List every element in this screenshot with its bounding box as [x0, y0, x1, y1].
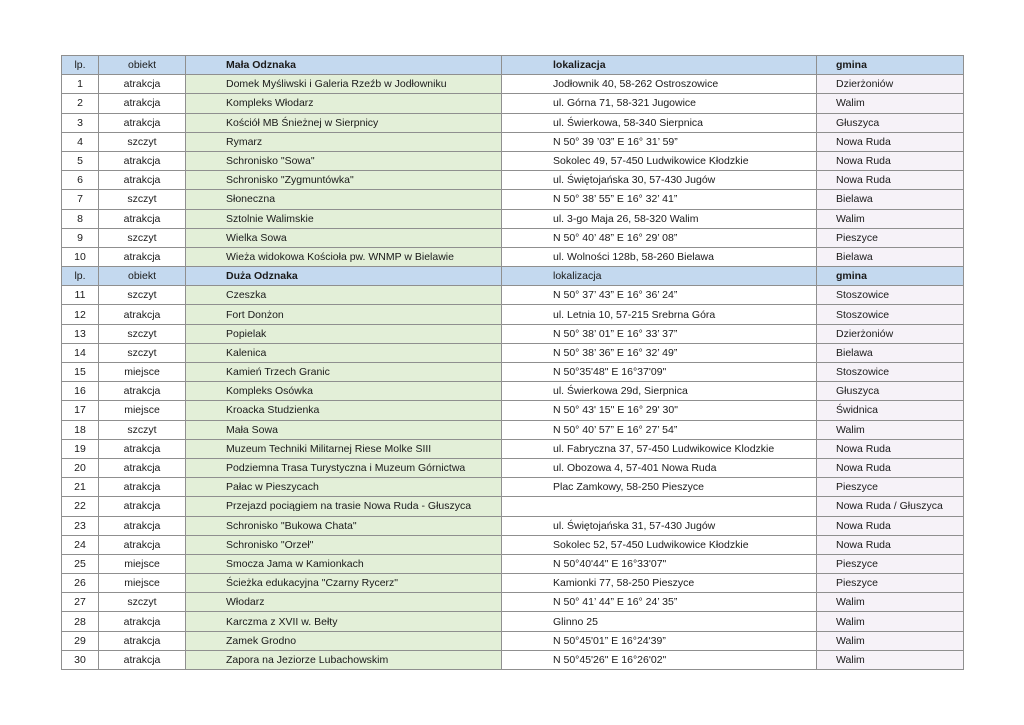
table-row — [62, 75, 964, 94]
table-row — [62, 439, 964, 458]
cell-obiekt: atrakcja — [99, 612, 186, 631]
cell-gmina: Bielawa — [817, 247, 964, 266]
cell-lp: 25 — [62, 554, 99, 573]
cell-obiekt: atrakcja — [99, 94, 186, 113]
table-row — [62, 247, 964, 266]
cell-lokalizacja: ul. Letnia 10, 57-215 Srebrna Góra — [502, 305, 817, 324]
table-row — [62, 478, 964, 497]
cell-gmina: Głuszyca — [817, 382, 964, 401]
cell-obiekt: atrakcja — [99, 516, 186, 535]
cell-lp: 5 — [62, 151, 99, 170]
cell-obiekt: atrakcja — [99, 535, 186, 554]
table-row — [62, 343, 964, 362]
cell-lp: 28 — [62, 612, 99, 631]
cell-lp: 22 — [62, 497, 99, 516]
cell-obiekt: atrakcja — [99, 151, 186, 170]
cell-lokalizacja: Jodłownik 40, 58-262 Ostroszowice — [502, 75, 817, 94]
cell-gmina: Walim — [817, 612, 964, 631]
cell-gmina: Walim — [817, 94, 964, 113]
cell-gmina: Bielawa — [817, 190, 964, 209]
cell-lp: 12 — [62, 305, 99, 324]
cell-lp: 2 — [62, 94, 99, 113]
cell-obiekt: atrakcja — [99, 439, 186, 458]
cell-gmina: Pieszyce — [817, 478, 964, 497]
table-row — [62, 324, 964, 343]
cell-name: Podziemna Trasa Turystyczna i Muzeum Górnictwa — [186, 458, 502, 477]
cell-lokalizacja: Sokolec 52, 57-450 Ludwikowice Kłodzkie — [502, 535, 817, 554]
cell-name: Domek Myśliwski i Galeria Rzeźb w Jodłowniku — [186, 75, 502, 94]
cell-gmina: Dzierżoniów — [817, 75, 964, 94]
cell-lp: 18 — [62, 420, 99, 439]
header-row-large-badge — [62, 267, 964, 286]
cell-lp: 23 — [62, 516, 99, 535]
cell-lp: 29 — [62, 631, 99, 650]
table-row — [62, 363, 964, 382]
header-obiekt: obiekt — [99, 56, 186, 75]
table-row — [62, 420, 964, 439]
cell-obiekt: atrakcja — [99, 478, 186, 497]
cell-name: Ścieżka edukacyjna "Czarny Rycerz" — [186, 574, 502, 593]
cell-lokalizacja: ul. Świerkowa, 58-340 Sierpnica — [502, 113, 817, 132]
cell-name: Kościół MB Śnieżnej w Sierpnicy — [186, 113, 502, 132]
cell-obiekt: atrakcja — [99, 497, 186, 516]
cell-lokalizacja: Kamionki 77, 58-250 Pieszyce — [502, 574, 817, 593]
cell-lokalizacja: N 50°35'48" E 16°37'09" — [502, 363, 817, 382]
header-small-badge: Mała Odznaka — [186, 56, 502, 75]
cell-name: Kompleks Włodarz — [186, 94, 502, 113]
cell-lokalizacja: Sokolec 49, 57-450 Ludwikowice Kłodzkie — [502, 151, 817, 170]
cell-name: Wielka Sowa — [186, 228, 502, 247]
table-row — [62, 286, 964, 305]
table-row — [62, 554, 964, 573]
cell-lp: 16 — [62, 382, 99, 401]
cell-lokalizacja: ul. Świętojańska 31, 57-430 Jugów — [502, 516, 817, 535]
cell-gmina: Nowa Ruda — [817, 151, 964, 170]
table-row — [62, 171, 964, 190]
cell-obiekt: atrakcja — [99, 209, 186, 228]
table-row — [62, 132, 964, 151]
cell-lokalizacja: N 50°40'44" E 16°33'07" — [502, 554, 817, 573]
cell-obiekt: atrakcja — [99, 458, 186, 477]
cell-lokalizacja: N 50° 41’ 44” E 16° 24’ 35” — [502, 593, 817, 612]
cell-name: Schronisko "Zygmuntówka" — [186, 171, 502, 190]
cell-obiekt: szczyt — [99, 324, 186, 343]
cell-lokalizacja: ul. Obozowa 4, 57-401 Nowa Ruda — [502, 458, 817, 477]
table-row — [62, 228, 964, 247]
cell-obiekt: szczyt — [99, 190, 186, 209]
cell-obiekt: atrakcja — [99, 247, 186, 266]
cell-name: Kroacka Studzienka — [186, 401, 502, 420]
cell-lp: lp. — [62, 267, 99, 286]
table-row — [62, 209, 964, 228]
cell-gmina: Walim — [817, 631, 964, 650]
table-row — [62, 458, 964, 477]
cell-obiekt: miejsce — [99, 574, 186, 593]
cell-name: Słoneczna — [186, 190, 502, 209]
cell-lp: 30 — [62, 650, 99, 669]
cell-name: Duża Odznaka — [186, 267, 502, 286]
cell-lp: 27 — [62, 593, 99, 612]
table-row — [62, 94, 964, 113]
cell-obiekt: atrakcja — [99, 171, 186, 190]
cell-obiekt: miejsce — [99, 554, 186, 573]
cell-name: Zamek Grodno — [186, 631, 502, 650]
cell-lp: 17 — [62, 401, 99, 420]
cell-lokalizacja: ul. 3-go Maja 26, 58-320 Walim — [502, 209, 817, 228]
cell-gmina: Głuszyca — [817, 113, 964, 132]
cell-lp: 10 — [62, 247, 99, 266]
cell-gmina: Nowa Ruda — [817, 516, 964, 535]
cell-name: Pałac w Pieszycach — [186, 478, 502, 497]
cell-gmina: Walim — [817, 593, 964, 612]
cell-name: Kalenica — [186, 343, 502, 362]
cell-gmina: Dzierżoniów — [817, 324, 964, 343]
header-lokalizacja: lokalizacja — [502, 56, 817, 75]
table-row — [62, 631, 964, 650]
cell-name: Schronisko "Sowa" — [186, 151, 502, 170]
table-row — [62, 593, 964, 612]
cell-lp: 4 — [62, 132, 99, 151]
cell-lp: 26 — [62, 574, 99, 593]
cell-gmina: Walim — [817, 209, 964, 228]
cell-obiekt: miejsce — [99, 401, 186, 420]
cell-lp: 7 — [62, 190, 99, 209]
cell-obiekt: atrakcja — [99, 382, 186, 401]
cell-lokalizacja: ul. Świętojańska 30, 57-430 Jugów — [502, 171, 817, 190]
cell-name: Rymarz — [186, 132, 502, 151]
cell-lokalizacja: N 50° 38’ 36” E 16° 32’ 49” — [502, 343, 817, 362]
cell-name: Wieża widokowa Kościoła pw. WNMP w Bielawie — [186, 247, 502, 266]
cell-name: Fort Donżon — [186, 305, 502, 324]
cell-gmina: Nowa Ruda — [817, 171, 964, 190]
cell-lp: 1 — [62, 75, 99, 94]
cell-name: Karczma z XVII w. Bełty — [186, 612, 502, 631]
cell-gmina: Świdnica — [817, 401, 964, 420]
cell-obiekt: atrakcja — [99, 113, 186, 132]
cell-gmina: Nowa Ruda — [817, 132, 964, 151]
table-row — [62, 650, 964, 669]
cell-name: Schronisko "Orzeł" — [186, 535, 502, 554]
cell-gmina: Pieszyce — [817, 574, 964, 593]
cell-lokalizacja: ul. Wolności 128b, 58-260 Bielawa — [502, 247, 817, 266]
cell-lp: 8 — [62, 209, 99, 228]
cell-lokalizacja: N 50°45'01” E 16°24'39” — [502, 631, 817, 650]
cell-gmina: Nowa Ruda — [817, 458, 964, 477]
cell-gmina: Nowa Ruda — [817, 439, 964, 458]
cell-name: Czeszka — [186, 286, 502, 305]
cell-gmina: Nowa Ruda — [817, 535, 964, 554]
table-row — [62, 535, 964, 554]
cell-lp: 15 — [62, 363, 99, 382]
cell-obiekt: szczyt — [99, 343, 186, 362]
cell-name: Kompleks Osówka — [186, 382, 502, 401]
cell-lokalizacja: N 50°45'26" E 16°26'02" — [502, 650, 817, 669]
cell-gmina: Walim — [817, 420, 964, 439]
cell-lp: 24 — [62, 535, 99, 554]
header-row-small-badge — [62, 56, 964, 75]
cell-gmina: Bielawa — [817, 343, 964, 362]
cell-lp: 11 — [62, 286, 99, 305]
cell-lokalizacja: Plac Zamkowy, 58-250 Pieszyce — [502, 478, 817, 497]
cell-obiekt: atrakcja — [99, 650, 186, 669]
cell-lokalizacja: N 50° 38’ 01” E 16° 33’ 37” — [502, 324, 817, 343]
cell-gmina: Stoszowice — [817, 305, 964, 324]
cell-lokalizacja: N 50° 40’ 57” E 16° 27’ 54” — [502, 420, 817, 439]
cell-lp: 20 — [62, 458, 99, 477]
cell-lokalizacja — [502, 497, 817, 516]
cell-name: Włodarz — [186, 593, 502, 612]
cell-lp: 6 — [62, 171, 99, 190]
cell-lp: 19 — [62, 439, 99, 458]
table-row — [62, 401, 964, 420]
cell-lokalizacja: N 50° 43' 15" E 16° 29' 30" — [502, 401, 817, 420]
cell-name: Sztolnie Walimskie — [186, 209, 502, 228]
header-gmina: gmina — [817, 56, 964, 75]
cell-obiekt: szczyt — [99, 420, 186, 439]
cell-lokalizacja: N 50° 39 ’03” E 16° 31’ 59” — [502, 132, 817, 151]
cell-lokalizacja: N 50° 37’ 43” E 16° 36’ 24” — [502, 286, 817, 305]
cell-lokalizacja: ul. Fabryczna 37, 57-450 Ludwikowice Klodzkie — [502, 439, 817, 458]
cell-lp: 13 — [62, 324, 99, 343]
cell-obiekt: szczyt — [99, 286, 186, 305]
cell-obiekt: atrakcja — [99, 75, 186, 94]
table-body — [62, 56, 964, 670]
cell-lp: 3 — [62, 113, 99, 132]
table-row — [62, 382, 964, 401]
table-row — [62, 574, 964, 593]
cell-lokalizacja: Glinno 25 — [502, 612, 817, 631]
cell-gmina: gmina — [817, 267, 964, 286]
cell-lokalizacja: N 50° 38’ 55” E 16° 32’ 41” — [502, 190, 817, 209]
cell-lokalizacja: N 50° 40’ 48” E 16° 29’ 08” — [502, 228, 817, 247]
cell-lp: 9 — [62, 228, 99, 247]
cell-name: Kamień Trzech Granic — [186, 363, 502, 382]
table-row — [62, 612, 964, 631]
table-row — [62, 190, 964, 209]
cell-obiekt: miejsce — [99, 363, 186, 382]
table-row — [62, 516, 964, 535]
cell-gmina: Nowa Ruda / Głuszyca — [817, 497, 964, 516]
table-row — [62, 151, 964, 170]
table-row — [62, 305, 964, 324]
cell-obiekt: atrakcja — [99, 305, 186, 324]
cell-lp: 21 — [62, 478, 99, 497]
cell-name: Mała Sowa — [186, 420, 502, 439]
cell-name: Smocza Jama w Kamionkach — [186, 554, 502, 573]
cell-name: Zapora na Jeziorze Lubachowskim — [186, 650, 502, 669]
cell-name: Popielak — [186, 324, 502, 343]
cell-gmina: Walim — [817, 650, 964, 669]
cell-obiekt: szczyt — [99, 228, 186, 247]
cell-gmina: Stoszowice — [817, 363, 964, 382]
cell-obiekt: szczyt — [99, 593, 186, 612]
badge-objects-table — [61, 55, 964, 670]
cell-lokalizacja: ul. Górna 71, 58-321 Jugowice — [502, 94, 817, 113]
cell-gmina: Pieszyce — [817, 554, 964, 573]
cell-lokalizacja: lokalizacja — [502, 267, 817, 286]
table-row — [62, 113, 964, 132]
cell-gmina: Stoszowice — [817, 286, 964, 305]
cell-obiekt: szczyt — [99, 132, 186, 151]
table-row — [62, 497, 964, 516]
cell-obiekt: atrakcja — [99, 631, 186, 650]
cell-name: Schronisko "Bukowa Chata" — [186, 516, 502, 535]
cell-obiekt: obiekt — [99, 267, 186, 286]
cell-name: Muzeum Techniki Militarnej Riese Molke SIII — [186, 439, 502, 458]
header-lp: lp. — [62, 56, 99, 75]
cell-name: Przejazd pociągiem na trasie Nowa Ruda - Głuszyca — [186, 497, 502, 516]
cell-gmina: Pieszyce — [817, 228, 964, 247]
cell-lp: 14 — [62, 343, 99, 362]
cell-lokalizacja: ul. Świerkowa 29d, Sierpnica — [502, 382, 817, 401]
